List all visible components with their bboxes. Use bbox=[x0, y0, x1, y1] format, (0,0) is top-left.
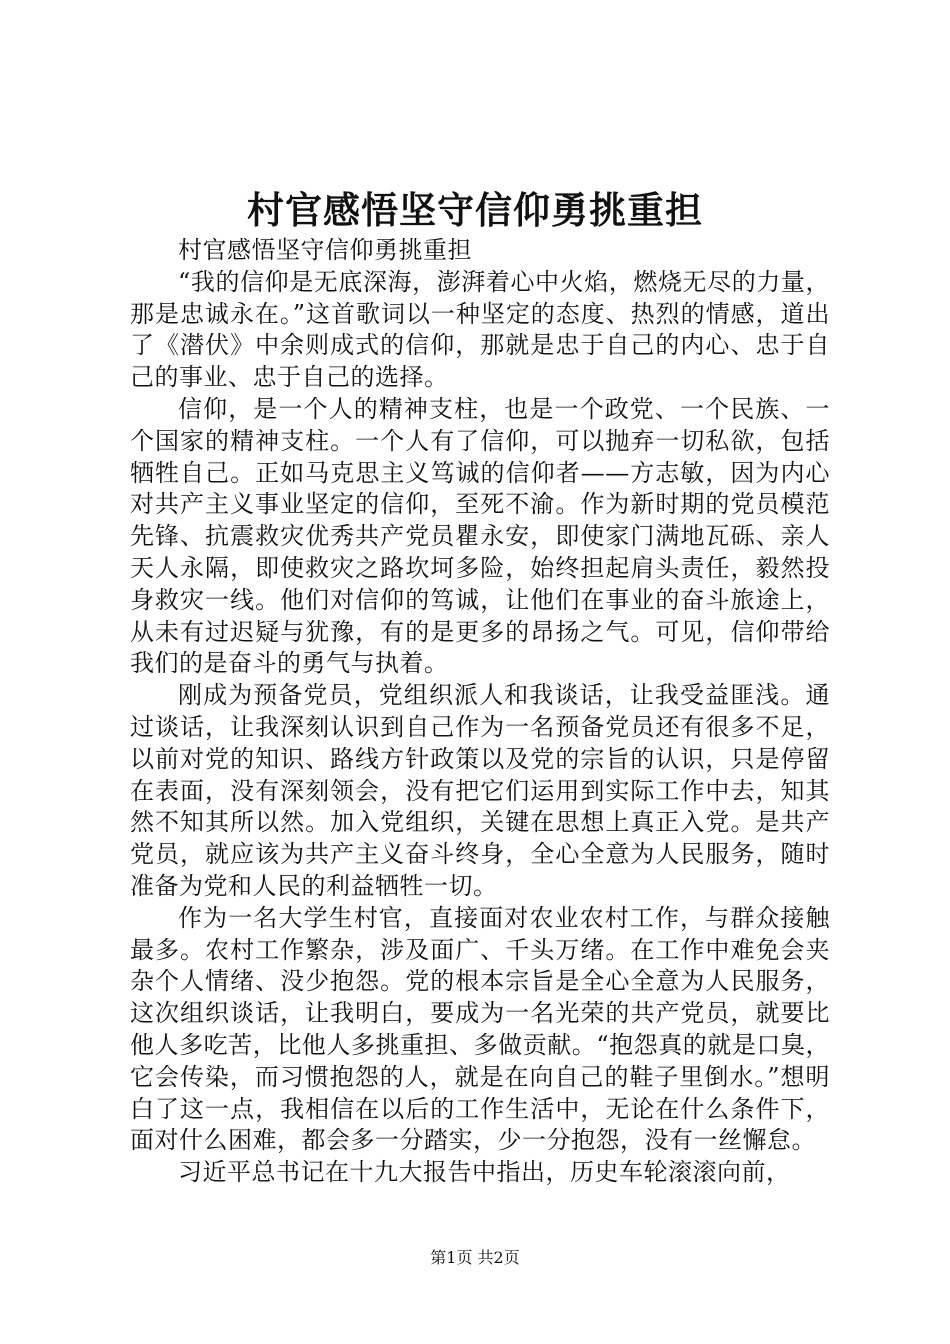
body-paragraph: “我的信仰是无底深海，澎湃着心中火焰，燃烧无尽的力量，那是忠诚永在。”这首歌词以一种坚定的态度、热烈的情感，道出了《潜伏》中余则成式的信仰，那就是忠于自己的内心、忠于自己的事业、忠于自己的选择。 bbox=[130, 267, 830, 392]
document-title: 村官感悟坚守信仰勇挑重担 bbox=[247, 188, 703, 232]
document-body bbox=[130, 235, 830, 1189]
body-paragraph: 刚成为预备党员，党组织派人和我谈话，让我受益匪浅。通过谈话，让我深刻认识到自己作为一名预备党员还有很多不足，以前对党的知识、路线方针政策以及党的宗旨的认识，只是停留在表面，没有深刻领会，没有把它们运用到实际工作中去，知其然不知其所以然。加入党组织，关键在思想上真正入党。是共产党员，就应该为共产主义奋斗终身，全心全意为人民服务，随时准备为党和人民的利益牺牲一切。 bbox=[130, 681, 830, 900]
body-paragraph: 习近平总书记在十九大报告中指出，历史车轮滚滚向前， bbox=[178, 1158, 791, 1187]
body-paragraph: 作为一名大学生村官，直接面对农业农村工作，与群众接触最多。农村工作繁杂，涉及面广、千头万绪。在工作中难免会夹杂个人情绪、没少抱怨。党的根本宗旨是全心全意为人民服务，这次组织谈话，让我明白，要成为一名光荣的共产党员，就要比他人多吃苦，比他人多挑重担、多做贡献。“抱怨真的就是口臭，它会传染，而习惯抱怨的人，就是在向自己的鞋子里倒水。”想明白了这一点，我相信在以后的工作生活中，无论在什么条件下，面对什么困难，都会多一分踏实，少一分抱怨，没有一丝懈怠。 bbox=[130, 903, 830, 1155]
subtitle-paragraph: 村官感悟坚守信仰勇挑重担 bbox=[178, 236, 472, 264]
page-number-footer: 第1页 共2页 bbox=[430, 1248, 520, 1267]
body-paragraph: 信仰，是一个人的精神支柱，也是一个政党、一个民族、一个国家的精神支柱。一个人有了信仰，可以抛弃一切私欲，包括牺牲自己。正如马克思主义笃诚的信仰者——方志敏，因为内心对共产主义事业坚定的信仰，至死不渝。作为新时期的党员模范先锋、抗震救灾优秀共产党员瞿永安，即使家门满地瓦砾、亲人天人永隔，即使救灾之路坎坷多险，始终担起肩头责任，毅然投身救灾一线。他们对信仰的笃诚，让他们在事业的奋斗旅途上，从未有过迟疑与犹豫，有的是更多的昂扬之气。可见，信仰带给我们的是奋斗的勇气与执着。 bbox=[130, 394, 830, 678]
